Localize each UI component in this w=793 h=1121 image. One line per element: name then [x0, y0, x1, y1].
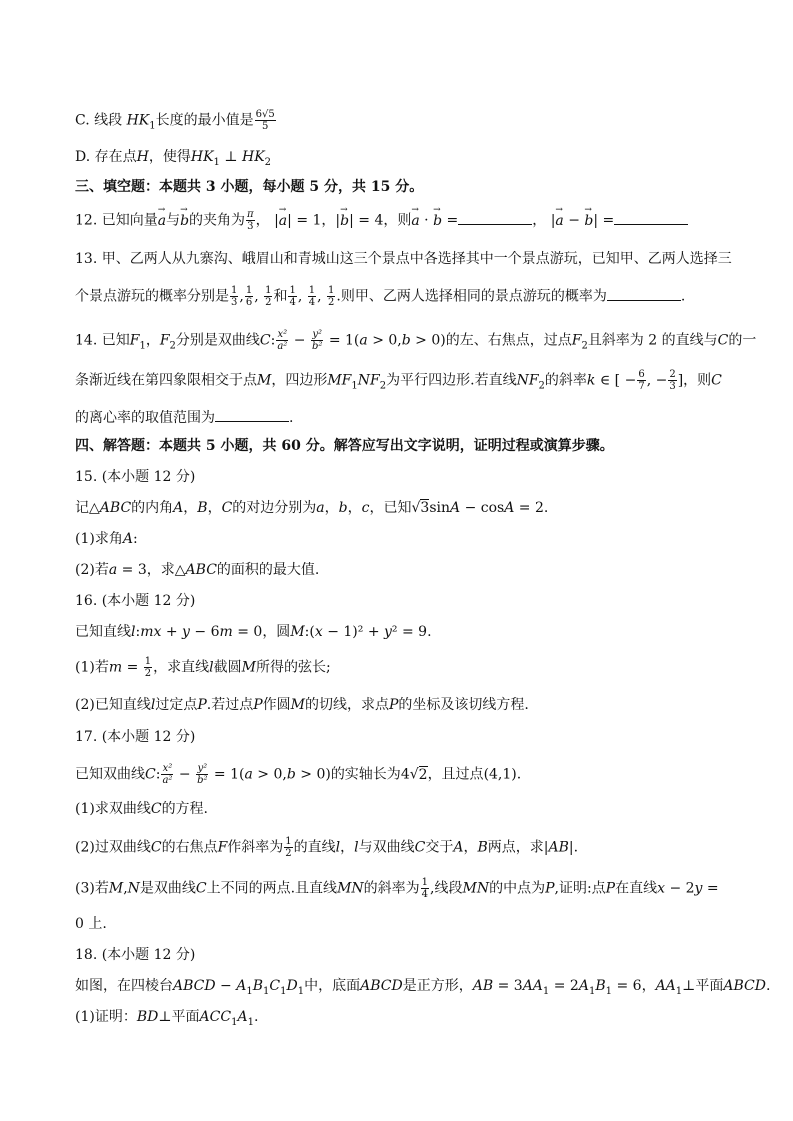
question-18-stem: 如图，在四棱台ABCD − $A_1B_1C_1D_1$中，底面ABCD是正方形，AB = $3AA_1 = 2A_1B_1 = 6$，$AA_1\perp$平面ABCD.: [75, 978, 771, 997]
question-18-part-1: (1)证明：BD⊥平面$ACC_1A_1$.: [75, 1009, 259, 1028]
section-3-heading: 三、填空题：本题共 3 小题，每小题 5 分，共 15 分。: [75, 179, 424, 195]
question-14-line-2: 条渐近线在第四象限相交于点M，四边形$MF_1NF_2$为平行四边形.若直线$NF_2$的斜率k ∈ [ − $\frac{6}{7}$ , − $\frac{2}{3}$ ]，则C: [75, 369, 722, 392]
question-12: 12. 已知向量→ a与→ b的夹角为 $\frac{\pi}{3}$ ， |→ a| = 1，|→ b| = 4，则→ a · → b = ， |→ a − → b| =: [75, 209, 688, 232]
question-17-part-3-cont: 0 上.: [75, 916, 107, 932]
question-13-line-1: 13. 甲、乙两人从九寨沟、峨眉山和青城山这三个景点中各选择其中一个景点游玩，已知甲、乙两人选择三: [75, 251, 732, 267]
question-15-stem: 记△ABC的内角A，B，C的对边分别为a，b，c，已知√3sinA − cosA = 2.: [75, 500, 549, 516]
question-17-part-3: (3)若M,N是双曲线C上不同的两点.且直线MN的斜率为 $\frac{1}{4}$ ,线段MN的中点为P,证明:点P在直线x − 2y =: [75, 877, 719, 900]
question-14-line-3: 的离心率的取值范围为 .: [75, 407, 293, 428]
question-17-heading: 17. (本小题 12 分): [75, 729, 196, 745]
answer-blank[interactable]: [458, 210, 532, 225]
question-15-heading: 15. (本小题 12 分): [75, 469, 196, 485]
question-17-part-1: (1)求双曲线C的方程.: [75, 801, 209, 817]
question-17-stem: 已知双曲线C: $\frac{\text{x²}}{\text{a²}}$ − $\frac{\text{y²}}{\text{b²}}$ = 1(a > 0,b > 0)的实轴长为4√2，且过点(4,1).: [75, 763, 522, 786]
section-4-heading: 四、解答题：本题共 5 小题，共 60 分。解答应写出文字说明，证明过程或演算步骤。: [75, 438, 614, 454]
question-16-heading: 16. (本小题 12 分): [75, 593, 196, 609]
answer-blank[interactable]: [607, 286, 681, 301]
question-16-stem: 已知直线l:mx + y − 6m = 0，圆M:(x − 1)² + y² = 9.: [75, 624, 432, 640]
question-15-part-2: (2)若a = 3，求△ABC的面积的最大值.: [75, 562, 320, 578]
answer-blank[interactable]: [215, 407, 289, 422]
question-14-line-1: 14. 已知$F_1$，$F_2$分别是双曲线C: $\frac{\text{x²}}{\text{a²}}$ − $\frac{\text{y²}}{\text{b²}}$ = 1(a > 0,b > 0)的左、右焦点，过点$F_2$且斜率为 2 的直线与C的一: [75, 329, 757, 352]
question-13-line-2: 个景点游玩的概率分别是 $\frac{1}{3}$ , $\frac{1}{6}$ , $\frac{1}{2}$ 和 $\frac{1}{4}$ , $\frac{1}{4}$ , $\frac{1}{2}$ .则甲、乙两人选择相同的景点游玩的概率为 .: [75, 285, 686, 308]
answer-blank[interactable]: [614, 210, 688, 225]
option-d: D. 存在点H，使得$HK_1$ ⊥ $HK_2$: [75, 149, 272, 168]
question-15-part-1: (1)求角A:: [75, 531, 138, 547]
question-18-heading: 18. (本小题 12 分): [75, 947, 196, 963]
option-c: C. 线段 $HK_1$长度的最小值是 $\frac{6√5}{5}$: [75, 109, 275, 132]
question-17-part-2: (2)过双曲线C的右焦点F作斜率为 $\frac{1}{2}$ 的直线l，l与双曲线C交于A，B两点，求|AB|.: [75, 836, 579, 859]
question-16-part-2: (2)已知直线l过定点P.若过点P作圆M的切线，求点P的坐标及该切线方程.: [75, 697, 529, 713]
question-16-part-1: (1)若m = $\frac{1}{2}$ ，求直线l截圆M所得的弦长;: [75, 656, 331, 679]
